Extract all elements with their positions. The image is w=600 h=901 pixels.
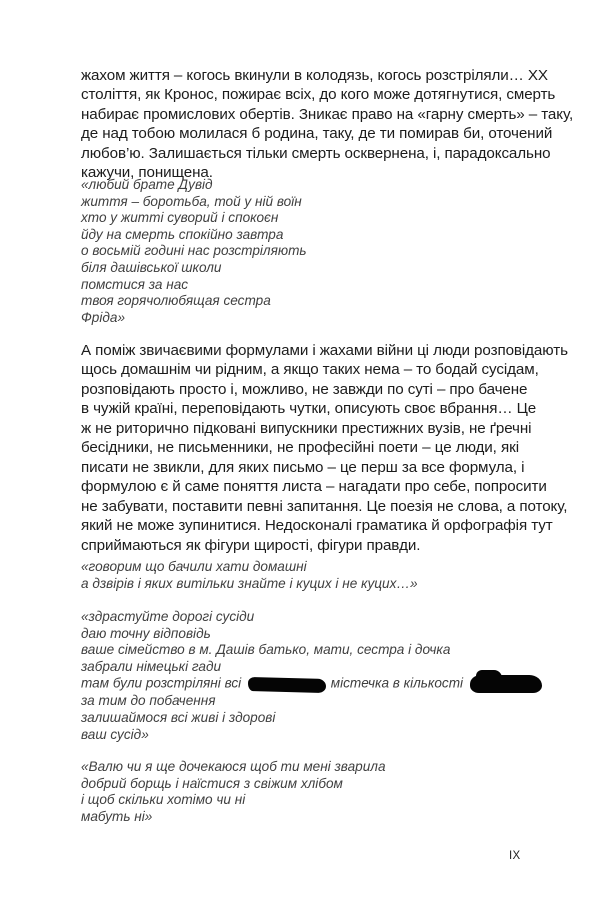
text-line: розповідають просто і, можливо, не завжди по суті – про бачене	[81, 380, 528, 398]
text-line: ж не риторично підковані випускники престижних вузів, не ґречні	[81, 419, 532, 437]
text-line: бесідники, не письменники, не професійні поети – це люди, які	[81, 439, 519, 457]
quote-line-redacted	[81, 675, 542, 693]
quote-line: о восьмій годині нас розстріляють	[81, 243, 307, 259]
quote-line: йду на смерть спокійно завтра	[81, 226, 284, 242]
quote-line: даю точну відповідь	[81, 625, 211, 641]
quote-line: мабуть ні»	[81, 808, 153, 824]
text-line: писати не звикли, для яких письмо – це перш за все формула, і	[81, 458, 525, 476]
quote-line: і щоб скільки хотімо чи ні	[81, 792, 246, 808]
quote-line: помстися за нас	[81, 276, 189, 292]
quote-line: «любий брате Дувід	[81, 177, 213, 192]
quote-line: а дзвірів і яких витільки знайте і куцих і не куцих…»	[81, 575, 418, 591]
letter-quote-1	[81, 177, 307, 326]
quote-line: забрали німецькі гади	[81, 658, 222, 674]
quote-line: ваш сусід»	[81, 726, 149, 742]
quote-line: «Валю чи я ще дочекаюся щоб ти мені зварила	[81, 759, 386, 774]
letter-quote-4	[81, 759, 386, 825]
quote-text: там були розстріляні всі	[81, 675, 242, 691]
body-paragraph-2	[81, 341, 568, 555]
quote-line: добрий борщь і наїстися з свіжим хлібом	[81, 775, 343, 791]
letter-quote-3	[81, 609, 542, 743]
text-line: любов’ю. Залишається тільки смерть осквернена, і, парадоксально	[81, 144, 551, 162]
quote-line: ваше сімейство в м. Дашів батько, мати, сестра і дочка	[81, 642, 451, 658]
quote-line: за тим до побачення	[81, 693, 216, 709]
body-paragraph-1	[81, 66, 574, 183]
text-line: не забувати, поставити певні запитання. Це поезія не слова, а потоку,	[81, 497, 568, 515]
text-line: А поміж звичаєвими формулами і жахами війни ці люди розповідають	[81, 342, 568, 359]
quote-line: «здрастуйте дорогі сусіди	[81, 609, 255, 624]
text-line: кажучи, понищена.	[81, 164, 213, 182]
document-page	[81, 0, 574, 901]
text-line: де над тобою молилася б родина, таку, де ти помирав би, оточений	[81, 125, 553, 143]
quote-line: життя – боротьба, той у ній воїн	[81, 193, 302, 209]
text-line: формулою є й саме поняття листа – нагадати про себе, попросити	[81, 478, 547, 496]
quote-line: Фріда»	[81, 309, 126, 325]
letter-quote-2	[81, 559, 418, 592]
redaction-mark	[248, 677, 326, 693]
text-line: століття, як Кронос, пожирає всіх, до кого може дотягнутися, смерть	[81, 86, 556, 104]
text-line: щось домашнім чи рідним, а якщо таких нема – то бодай сусідам,	[81, 361, 539, 379]
quote-line: хто у житті суворий і спокоєн	[81, 210, 279, 226]
quote-text: містечка в кількості	[330, 675, 464, 691]
quote-line: біля дашівської школи	[81, 259, 222, 275]
text-line: жахом життя – когось вкинули в колодязь, когось розстріляли… XX	[81, 67, 548, 84]
quote-line: залишаймося всі живі і здорові	[81, 709, 276, 725]
quote-line: «говорим що бачили хати домашні	[81, 559, 307, 574]
text-line: набирає промислових обертів. Зникає право на «гарну смерть» – таку,	[81, 105, 574, 123]
text-line: в чужій країні, переповідають чутки, описують своє вбрання… Це	[81, 400, 537, 418]
text-line: який не може зупинитися. Недосконалі граматика й орфографія тут	[81, 517, 553, 535]
page-number: IX	[509, 850, 521, 862]
redaction-mark	[470, 675, 542, 693]
quote-line: твоя горячолюбящая сестра	[81, 293, 271, 309]
text-line: сприймаються як фігури щирості, фігури правди.	[81, 536, 421, 554]
